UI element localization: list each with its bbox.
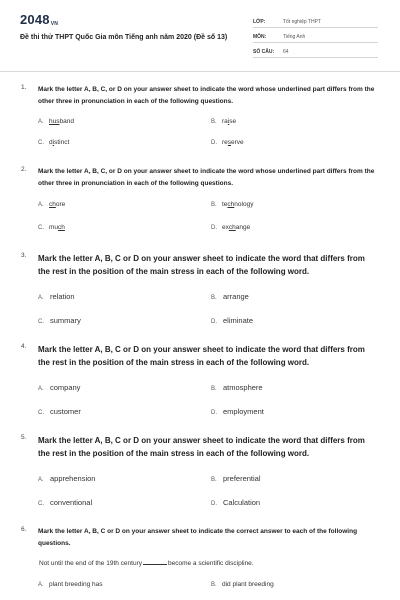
meta-value: 64 [283,49,289,55]
option-d[interactable] [211,224,250,231]
site-logo[interactable] [20,12,58,27]
option-letter: C. [38,501,44,507]
option-letter: A. [38,202,44,208]
option-letter: D. [211,225,217,231]
option-text: company [50,383,81,392]
option-a[interactable] [38,474,95,483]
question-text: Mark the letter A, B, C or D on your answer sheet to indicate the word that differs from the rest in the position of the main stress in each of the following word. [38,345,365,367]
option-d[interactable] [211,139,244,146]
meta-value: Tiếng Anh [283,34,306,40]
option-text: se [229,118,237,125]
option-text: Calculation [223,498,261,507]
stem-text: Not until the end of the 19th century [39,560,142,567]
option-text: erve [231,139,244,146]
underlined-part: ch [58,224,65,231]
question-number: 5. [21,434,27,441]
option-a[interactable] [38,201,65,208]
option-letter: D. [211,319,217,325]
question-text: Mark the letter A, B, C, or D on your answer sheet to indicate the word whose underlined part differs from the other three in pronunciation in each of the following questions. [38,168,375,187]
option-c[interactable] [38,407,81,416]
underlined-part: ch [228,224,236,231]
option-b[interactable] [211,474,261,483]
option-b[interactable] [211,201,253,208]
option-text: re [222,139,228,146]
option-d[interactable] [211,498,260,507]
option-text: atmosphere [223,383,263,392]
option-text: customer [50,407,81,416]
option-letter: C. [38,225,44,231]
option-letter: C. [38,319,44,325]
question-3 [21,252,381,328]
underlined-part: ch [49,201,56,208]
option-text: ra [222,118,228,125]
question-text: Mark the letter A, B, C, or D on your answer sheet to indicate the word whose underlined part differs from the other three in pronunciation in each of the following questions. [38,86,375,105]
option-text: stinct [54,139,70,146]
question-5 [21,434,381,510]
underlined-part: i [227,118,230,125]
option-letter: B. [211,386,217,392]
question-text: Mark the letter A, B, C or D on your answer sheet to indicate the correct answer to each of the following questions. [38,528,358,547]
option-c[interactable] [38,498,92,507]
option-letter: B. [211,295,217,301]
option-text: apprehension [50,474,96,483]
option-text: ex [222,224,229,231]
option-text: plant breeding has [49,581,103,588]
underlined-part: hus [49,118,60,125]
option-c[interactable] [38,224,65,231]
answer-blank [143,559,167,565]
option-letter: D. [211,410,217,416]
option-letter: A. [38,295,44,301]
option-text: relation [50,292,75,301]
option-letter: C. [38,410,44,416]
question-1 [21,84,381,154]
option-text: te [222,201,228,208]
logo-text: 2048 [20,12,50,27]
meta-row-class [253,13,378,28]
option-letter: B. [211,477,217,483]
question-2 [21,166,381,236]
option-a[interactable] [38,581,103,588]
option-letter: D. [211,501,217,507]
underlined-part: i [52,139,55,146]
option-text: arrange [223,292,249,301]
meta-key: LỚP: [253,19,266,25]
option-text: did plant breeding [222,581,274,588]
option-a[interactable] [38,383,80,392]
question-4 [21,343,381,419]
option-letter: C. [38,140,44,146]
option-text: mu [49,224,59,231]
option-letter: D. [211,140,217,146]
question-number: 4. [21,343,27,350]
page-header [0,0,400,72]
question-number: 3. [21,252,27,259]
meta-row-count [253,43,378,58]
meta-key: MÔN: [253,34,267,40]
option-b[interactable] [211,581,274,588]
header-divider [0,71,400,72]
option-text: ore [55,201,66,208]
option-text: conventional [50,498,93,507]
option-letter: B. [211,119,217,125]
stem-text: become a scientific discipline. [167,560,254,567]
question-number: 2. [21,166,27,173]
option-letter: A. [38,582,44,588]
option-letter: A. [38,386,44,392]
option-text: preferential [223,474,261,483]
option-letter: B. [211,582,217,588]
option-text: band [59,118,74,125]
option-text: eliminate [223,316,254,325]
underlined-part: ch [227,201,235,208]
document-title: Đề thi thử THPT Quốc Gia môn Tiếng anh năm 2020 (Đề số 13) [20,34,228,41]
option-letter: A. [38,119,44,125]
option-letter: A. [38,477,44,483]
question-stem [39,559,254,567]
option-b[interactable] [211,383,263,392]
logo-suffix: VN [50,21,59,27]
question-text: Mark the letter A, B, C or D on your answer sheet to indicate the word that differs from the rest in the position of the main stress in each of the following word. [38,254,365,276]
meta-value: Tốt nghiệp THPT [283,19,321,25]
option-b[interactable] [211,118,236,125]
option-text: d [49,139,53,146]
underlined-part: s [227,139,232,146]
question-number: 1. [21,84,27,91]
option-c[interactable] [38,316,81,325]
option-a[interactable] [38,118,74,125]
option-text: nology [234,201,254,208]
option-text: ange [235,224,251,231]
option-a[interactable] [38,292,75,301]
exam-meta-table [253,13,378,58]
option-b[interactable] [211,292,249,301]
meta-row-subject [253,28,378,43]
question-text: Mark the letter A, B, C or D on your answer sheet to indicate the word that differs from the rest in the position of the main stress in each of the following word. [38,436,365,458]
option-d[interactable] [211,407,264,416]
option-text: employment [223,407,264,416]
option-text: summary [50,316,81,325]
question-number: 6. [21,526,27,533]
question-6 [21,526,381,594]
option-c[interactable] [38,139,69,146]
option-letter: B. [211,202,217,208]
option-d[interactable] [211,316,253,325]
meta-key: SỐ CÂU: [253,49,275,55]
